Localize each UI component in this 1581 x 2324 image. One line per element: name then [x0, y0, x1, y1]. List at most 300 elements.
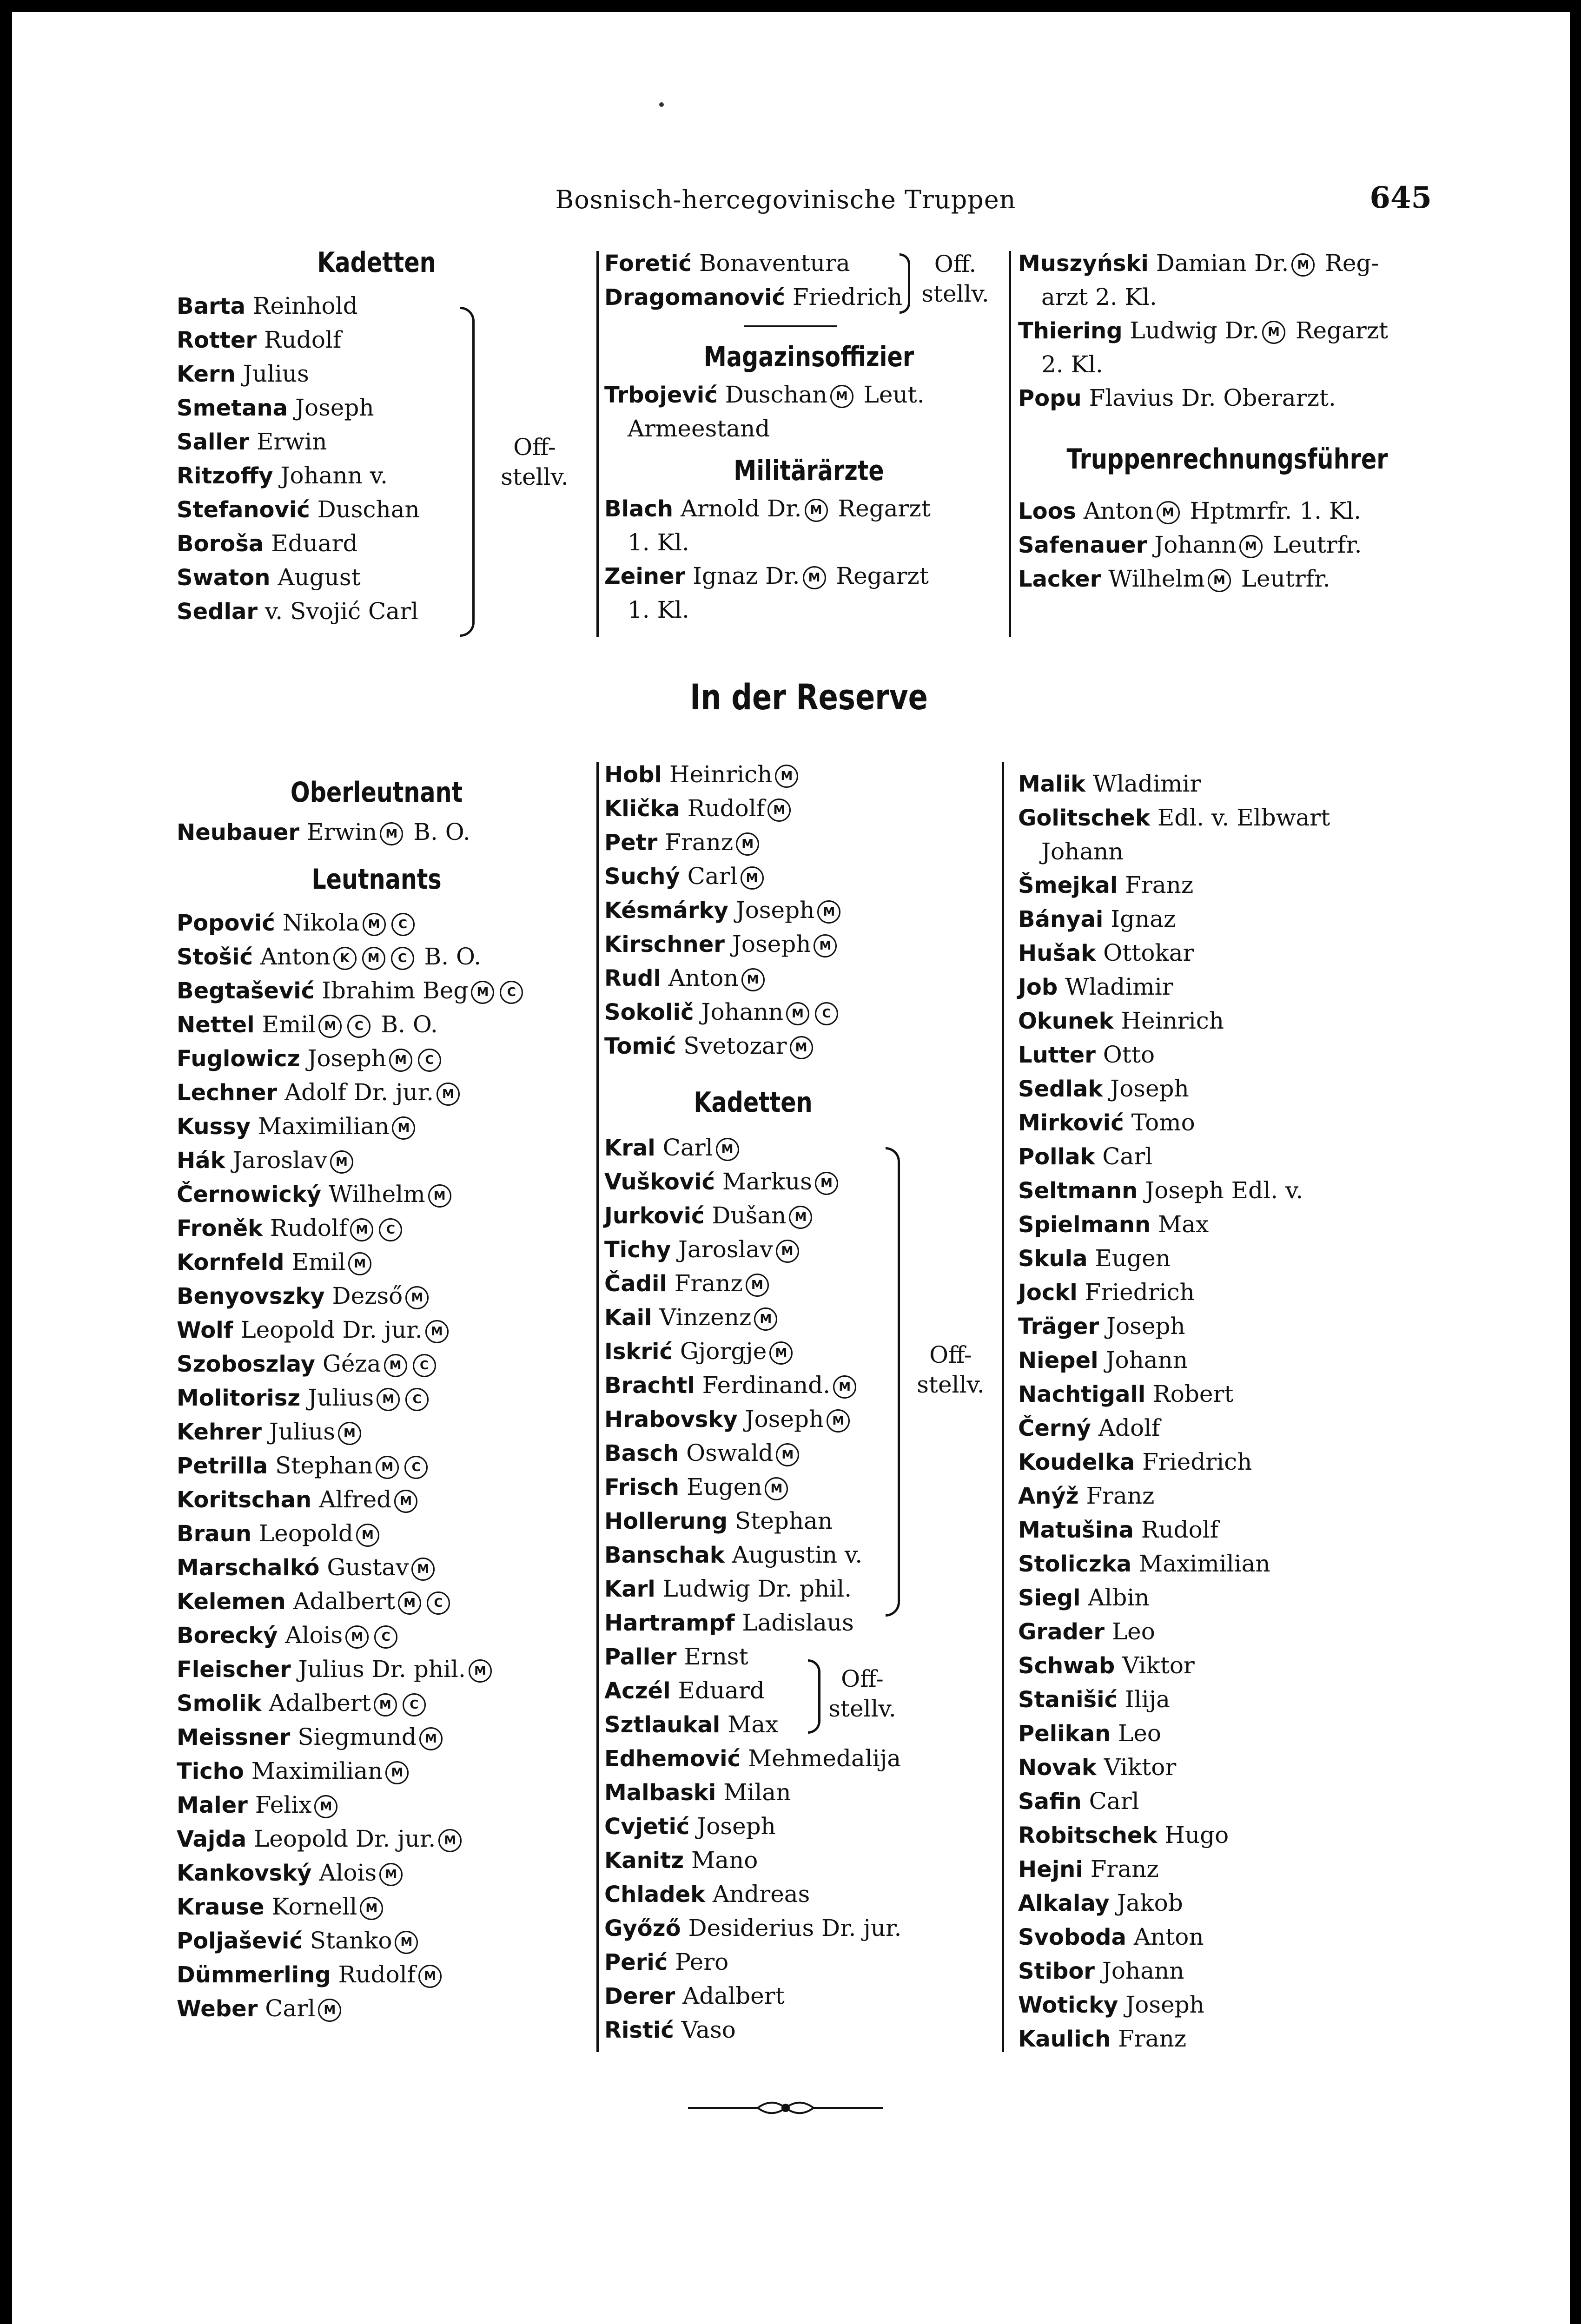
scan-speck	[659, 102, 664, 107]
list-entry	[177, 1822, 576, 1856]
entry-given-name: Emil	[262, 1011, 316, 1038]
entry-surname: Bányai	[1018, 906, 1104, 932]
entry-given-name: Eduard	[271, 530, 358, 557]
list-entry	[1018, 1683, 1436, 1717]
list-entry	[1018, 246, 1436, 280]
list-entry	[177, 1720, 576, 1754]
entry-surname: Chladek	[604, 1882, 706, 1908]
decoration-mark-icon: C	[418, 1049, 441, 1072]
list-entry	[177, 289, 576, 323]
entry-surname: Koudelka	[1018, 1449, 1135, 1475]
list-entry	[177, 1076, 576, 1109]
entry-surname: Koritschan	[177, 1487, 312, 1513]
list-entry	[177, 1211, 576, 1245]
entry-surname: Robitschek	[1018, 1822, 1158, 1849]
list-entry	[604, 593, 1013, 627]
entry-surname: Benyovszky	[177, 1283, 325, 1309]
entry-surname: Weber	[177, 1996, 258, 2022]
entry-surname: Karl	[604, 1576, 655, 1602]
entry-surname: Loos	[1018, 498, 1077, 524]
entry-rank-note: B. O.	[406, 819, 470, 845]
entry-given-name: Leo	[1118, 1720, 1161, 1747]
entry-given-name: Franz	[1118, 2025, 1187, 2052]
entry-surname: Woticky	[1018, 1992, 1118, 2018]
ornament-divider	[688, 2099, 883, 2117]
list-entry	[604, 1165, 1013, 1199]
entry-surname: Krause	[177, 1894, 265, 1920]
entry-given-name: Adolf	[1098, 1414, 1160, 1441]
list-entry	[177, 1958, 576, 1992]
entry-surname: Alkalay	[1018, 1890, 1110, 1916]
list-entry	[177, 1992, 576, 2026]
entry-given-name: Johann	[1102, 1957, 1184, 1984]
entry-surname: Nachtigall	[1018, 1381, 1146, 1407]
decoration-mark-icon: M	[377, 1388, 400, 1411]
decoration-mark-icon: M	[398, 1591, 421, 1615]
entry-surname: Muszyński	[1018, 251, 1149, 277]
entry-given-name: Erwin	[306, 819, 377, 845]
entry-given-name: Armeestand	[628, 415, 770, 442]
entry-given-name: Adalbert	[269, 1690, 371, 1717]
decoration-mark-icon: M	[384, 1354, 407, 1377]
entry-given-name: Rudolf	[1141, 1516, 1219, 1543]
heading-truppenrechnungsfuehrer: Truppenrechnungsführer	[1066, 443, 1388, 475]
entry-surname: Kussy	[177, 1114, 251, 1140]
list-entry	[1018, 2022, 1436, 2056]
entry-surname: Brachtl	[604, 1373, 695, 1399]
entry-surname: Hušak	[1018, 940, 1096, 966]
list-entry	[1018, 1750, 1436, 1784]
entry-surname: Hejni	[1018, 1856, 1083, 1882]
entry-given-name: Ferdinand.	[702, 1372, 831, 1399]
decoration-mark-icon: M	[362, 947, 385, 970]
entry-surname: Suchý	[604, 864, 680, 890]
decoration-mark-icon: M	[767, 799, 791, 822]
decoration-mark-icon: M	[814, 934, 837, 957]
list-entry	[604, 412, 1013, 445]
list-entry	[604, 995, 1013, 1029]
entry-surname: Froněk	[177, 1215, 263, 1241]
list-entry	[177, 493, 576, 527]
entry-surname: Ticho	[177, 1758, 244, 1784]
decoration-mark-icon: M	[746, 1274, 769, 1297]
entry-rank-note: Regarzt	[1288, 317, 1389, 344]
list-entry	[177, 1143, 576, 1177]
entry-given-name: v. Svojić Carl	[265, 598, 418, 625]
entry-given-name: August	[278, 564, 361, 591]
entry-given-name: Carl	[1102, 1143, 1153, 1170]
list-entry	[1018, 936, 1436, 970]
entry-surname: Banschak	[604, 1542, 725, 1568]
entry-surname: Seltmann	[1018, 1178, 1138, 1204]
list-entry	[1018, 314, 1436, 348]
list-entry	[604, 1029, 1013, 1063]
decoration-mark-icon: M	[360, 1897, 383, 1920]
entry-surname: Paller	[604, 1644, 677, 1670]
entry-given-name: Carl	[1089, 1788, 1139, 1815]
decoration-mark-icon: M	[389, 1049, 412, 1072]
list-entry	[1018, 1581, 1436, 1615]
entry-given-name: Ottokar	[1103, 939, 1194, 966]
list-entry	[604, 1776, 1013, 1809]
entry-surname: Késmárky	[604, 898, 728, 924]
entry-given-name: Stanko	[310, 1927, 392, 1954]
entry-surname: Jurković	[604, 1203, 705, 1229]
list-entry	[177, 1754, 576, 1788]
list-entry	[177, 1618, 576, 1652]
decoration-mark-icon: M	[379, 1863, 403, 1886]
entry-surname: Jockl	[1018, 1280, 1078, 1306]
entry-given-name: Eduard	[678, 1677, 765, 1704]
entry-given-name: Johann	[1154, 531, 1237, 558]
list-entry	[1018, 1174, 1436, 1208]
entry-given-name: Desiderius Dr. jur.	[688, 1915, 902, 1941]
entry-surname: Schwab	[1018, 1653, 1115, 1679]
decoration-mark-icon: M	[392, 1116, 415, 1140]
entry-given-name: Joseph	[697, 1813, 776, 1840]
entry-surname: Trbojević	[604, 382, 718, 408]
list-entry	[604, 927, 1013, 961]
list-entry	[604, 792, 1013, 825]
list-entry	[1018, 1784, 1436, 1818]
list-entry	[1018, 1513, 1436, 1547]
reserve-officers-list	[604, 758, 1013, 1063]
decoration-mark-icon: C	[427, 1591, 450, 1615]
list-entry	[177, 391, 576, 425]
entry-given-name: Adolf Dr. jur.	[284, 1079, 434, 1106]
entry-surname: Rotter	[177, 327, 257, 353]
entry-given-name: Heinrich	[1121, 1007, 1224, 1034]
list-entry	[1018, 1547, 1436, 1581]
entry-surname: Molitorisz	[177, 1385, 301, 1411]
entry-given-name: Gjorgje	[680, 1338, 767, 1365]
entry-given-name: Leopold Dr. jur.	[254, 1825, 436, 1852]
entry-given-name: Franz	[674, 1270, 743, 1297]
list-entry	[177, 1381, 576, 1415]
decoration-mark-icon: M	[376, 1456, 399, 1479]
decoration-mark-icon: M	[363, 913, 386, 936]
list-entry	[177, 1008, 576, 1042]
entry-given-name: Rudolf	[270, 1215, 348, 1241]
heading-magazinsoffizier: Magazinsoffizier	[703, 341, 914, 373]
list-entry	[177, 1856, 576, 1890]
entry-surname: Kehrer	[177, 1419, 262, 1445]
list-entry	[1018, 562, 1436, 596]
decoration-mark-icon: M	[405, 1286, 429, 1309]
list-entry	[604, 893, 1013, 927]
entry-surname: Tichy	[604, 1237, 671, 1263]
list-entry	[1018, 1140, 1436, 1174]
list-entry	[177, 1279, 576, 1313]
entry-given-name: Anton	[260, 943, 331, 970]
list-entry	[604, 1877, 1013, 1911]
list-entry	[1018, 1038, 1436, 1072]
reserve-col-2	[604, 758, 1013, 2047]
list-entry	[177, 323, 576, 357]
entry-given-name: Joseph	[307, 1045, 387, 1072]
entry-given-name: Franz	[1090, 1855, 1159, 1882]
entry-surname: Derer	[604, 1983, 675, 2009]
decoration-mark-icon: C	[500, 981, 523, 1004]
entry-given-name: Joseph Edl. v.	[1145, 1177, 1303, 1204]
entry-surname: Niepel	[1018, 1347, 1098, 1373]
list-entry	[604, 1267, 1013, 1301]
entry-given-name: Viktor	[1122, 1652, 1195, 1679]
list-entry	[177, 527, 576, 561]
decoration-mark-icon: C	[347, 1015, 370, 1038]
list-entry	[1018, 1615, 1436, 1649]
entry-surname: Braun	[177, 1521, 251, 1547]
list-entry	[1018, 1852, 1436, 1886]
decoration-mark-icon: M	[741, 866, 764, 890]
entry-surname: Stošić	[177, 944, 253, 970]
entry-given-name: Eugen	[686, 1473, 762, 1500]
entry-given-name: Franz	[665, 829, 734, 856]
entry-given-name: Vaso	[681, 2016, 736, 2043]
entry-surname: Fleischer	[177, 1657, 291, 1683]
decoration-mark-icon: M	[380, 822, 403, 845]
list-entry	[1018, 381, 1436, 415]
entry-given-name: Julius	[269, 1418, 335, 1445]
decoration-mark-icon: C	[374, 1625, 397, 1649]
entry-rank-note: B. O.	[417, 943, 481, 970]
entry-given-name: Augustin v.	[732, 1541, 863, 1568]
list-entry	[1018, 1920, 1436, 1954]
entry-surname: Sedlar	[177, 599, 258, 625]
entry-surname: Poljašević	[177, 1928, 303, 1954]
decoration-mark-icon: M	[741, 968, 765, 991]
entry-surname: Okunek	[1018, 1008, 1114, 1034]
decoration-mark-icon: M	[345, 1625, 369, 1649]
scan-border-right	[1570, 0, 1581, 2324]
entry-given-name: Mehmedalija	[748, 1745, 901, 1772]
decoration-mark-icon: M	[348, 1252, 371, 1275]
entry-given-name: Robert	[1153, 1380, 1234, 1407]
decoration-mark-icon: M	[790, 1036, 813, 1059]
entry-surname: Rudl	[604, 965, 661, 991]
entry-given-name: Damian Dr.	[1156, 250, 1289, 277]
decoration-mark-icon: M	[789, 1206, 812, 1229]
entry-given-name: Leopold Dr. jur.	[240, 1316, 423, 1343]
list-entry	[1018, 1988, 1436, 2022]
entry-surname: Iskrić	[604, 1339, 673, 1365]
entry-surname: Stoliczka	[1018, 1551, 1132, 1577]
entry-surname: Safin	[1018, 1789, 1082, 1815]
entry-surname: Pelikan	[1018, 1721, 1111, 1747]
list-entry	[604, 1470, 1013, 1504]
entry-surname: Siegl	[1018, 1585, 1081, 1611]
entry-surname: Stefanović	[177, 497, 310, 523]
leutnants-list	[177, 906, 576, 2026]
list-entry	[604, 1233, 1013, 1267]
decoration-mark-icon: C	[815, 1002, 838, 1025]
decoration-mark-icon: M	[754, 1307, 777, 1331]
entry-given-name: Carl	[265, 1995, 316, 2022]
entry-surname: Sedlak	[1018, 1076, 1103, 1102]
entry-surname: Kail	[604, 1305, 652, 1331]
list-entry	[177, 1517, 576, 1551]
entry-given-name: Milan	[723, 1779, 791, 1806]
entry-surname: Perić	[604, 1949, 668, 1975]
entry-surname: Kelemen	[177, 1589, 286, 1615]
decoration-mark-icon: C	[391, 913, 415, 936]
list-entry	[1018, 868, 1436, 902]
decoration-mark-icon: M	[438, 1829, 462, 1852]
decoration-mark-icon: M	[817, 900, 840, 924]
section-separator	[744, 325, 837, 327]
reserve-col-3	[1018, 767, 1436, 2056]
decoration-mark-icon: M	[418, 1965, 442, 1988]
list-entry	[1018, 1004, 1436, 1038]
entry-given-name: Edl. v. Elbwart	[1157, 804, 1330, 831]
list-entry	[177, 940, 576, 974]
list-entry	[1018, 1275, 1436, 1309]
list-entry	[177, 1449, 576, 1483]
list-entry	[177, 357, 576, 391]
list-entry	[604, 559, 1013, 593]
rechnungsfuehrer-list	[1018, 494, 1436, 596]
decoration-mark-icon: M	[776, 1443, 799, 1466]
list-entry	[177, 815, 576, 849]
brace-label-offstellv-reserve: Off- stellv.	[828, 1665, 896, 1722]
entry-given-name: Kornell	[271, 1893, 357, 1920]
entry-surname: Boroša	[177, 531, 264, 557]
entry-given-name: Johann	[1105, 1347, 1188, 1373]
entry-rank-note: Leutrfr.	[1265, 531, 1362, 558]
entry-surname: Tomić	[604, 1033, 676, 1059]
entry-surname: Čadil	[604, 1271, 667, 1297]
entry-given-name: Alfred	[319, 1486, 392, 1513]
entry-given-name: Wladimir	[1065, 973, 1173, 1000]
entry-given-name: Albin	[1088, 1584, 1150, 1611]
brace-kadetten-reserve	[886, 1147, 900, 1617]
decoration-mark-icon: M	[318, 1999, 341, 2022]
entry-surname: Matušina	[1018, 1517, 1134, 1543]
list-entry	[177, 906, 576, 940]
entry-surname: Hrabovsky	[604, 1406, 738, 1433]
list-entry	[1018, 1886, 1436, 1920]
entry-given-name: Johann v.	[280, 462, 388, 489]
list-entry	[1018, 1072, 1436, 1106]
entry-given-name: Franz	[1125, 872, 1194, 898]
entry-surname: Novak	[1018, 1755, 1097, 1781]
entry-given-name: Joseph	[1110, 1075, 1189, 1102]
decoration-mark-icon: C	[379, 1218, 402, 1241]
entry-surname: Popović	[177, 910, 275, 936]
entry-given-name: Duschan	[317, 496, 420, 523]
entry-rank-note: Regarzt	[830, 495, 931, 522]
entry-given-name: Ernst	[684, 1643, 748, 1670]
oberleutnant-list	[177, 815, 576, 849]
entry-surname: Sokolič	[604, 999, 694, 1025]
decoration-mark-icon: M	[374, 1693, 397, 1717]
list-entry	[604, 1809, 1013, 1843]
entry-surname: Ristić	[604, 2017, 674, 2043]
list-entry	[604, 1436, 1013, 1470]
list-entry	[177, 1924, 576, 1958]
list-entry	[604, 1843, 1013, 1877]
entry-rank-note: Regarzt	[828, 562, 929, 589]
heading-leutnants: Leutnants	[311, 863, 442, 896]
list-entry	[604, 1742, 1013, 1776]
entry-given-name: Joseph	[745, 1406, 824, 1433]
entry-given-name: Stephan	[734, 1507, 833, 1534]
entry-given-name: Maximilian	[258, 1113, 390, 1140]
heading-militaeraerzte: Militärärzte	[734, 455, 884, 487]
decoration-mark-icon: M	[350, 1218, 373, 1241]
brace-label-kadetten-reserve: Off- stellv.	[917, 1341, 985, 1398]
entry-given-name: Maximilian	[1139, 1550, 1270, 1577]
entry-surname: Cvjetić	[604, 1814, 690, 1840]
decoration-mark-icon: M	[776, 1240, 799, 1263]
entry-surname: Grader	[1018, 1619, 1105, 1645]
entry-surname: Vušković	[604, 1169, 715, 1195]
entry-given-name: Alois	[319, 1859, 377, 1886]
entry-surname: Wolf	[177, 1317, 233, 1343]
list-entry	[604, 1572, 1013, 1606]
column-rule-top-1	[596, 251, 599, 637]
list-entry	[604, 1131, 1013, 1165]
decoration-mark-icon: M	[827, 1409, 850, 1433]
list-entry	[1018, 348, 1436, 381]
entry-surname: Petr	[604, 830, 658, 856]
entry-given-name: Ignaz Dr.	[693, 562, 800, 589]
entry-given-name: Flavius Dr. Oberarzt.	[1089, 384, 1336, 411]
entry-given-name: Reinhold	[252, 292, 358, 319]
reserve-col-1	[177, 772, 576, 2026]
decoration-mark-icon: M	[736, 832, 759, 856]
scan-border-top	[0, 0, 1581, 12]
list-entry	[177, 1551, 576, 1585]
entry-given-name: Julius	[243, 360, 309, 387]
entry-given-name: Gustav	[327, 1554, 409, 1581]
entry-surname: Foretić	[604, 251, 692, 277]
entry-given-name: Wilhelm	[328, 1181, 425, 1208]
decoration-mark-icon: M	[716, 1138, 739, 1161]
list-entry	[1018, 1479, 1436, 1513]
entry-rank-note: Reg-	[1317, 250, 1379, 277]
entry-surname: Nettel	[177, 1012, 255, 1038]
decoration-mark-icon: M	[314, 1795, 337, 1818]
list-entry	[177, 1890, 576, 1924]
list-entry	[1018, 1106, 1436, 1140]
entry-surname: Popu	[1018, 385, 1082, 411]
entry-surname: Kral	[604, 1135, 655, 1161]
decoration-mark-icon: M	[1157, 501, 1180, 524]
decoration-mark-icon: M	[428, 1184, 451, 1208]
entry-surname: Basch	[604, 1440, 679, 1466]
heading-kadetten-reserve: Kadetten	[694, 1086, 813, 1119]
list-entry	[177, 1652, 576, 1686]
list-entry	[1018, 1309, 1436, 1343]
list-entry	[177, 1686, 576, 1720]
list-entry	[604, 1606, 1013, 1640]
entry-surname: Neubauer	[177, 819, 300, 845]
entry-surname: Kirschner	[604, 931, 725, 957]
entry-given-name: Nikola	[282, 909, 360, 936]
entry-surname: Hartrampf	[604, 1610, 735, 1636]
entry-surname: Mirković	[1018, 1110, 1124, 1136]
decoration-mark-icon: M	[769, 1341, 793, 1365]
list-entry	[604, 1199, 1013, 1233]
entry-surname: Zeiner	[604, 563, 686, 589]
entry-surname: Anýž	[1018, 1483, 1079, 1509]
entry-given-name: Joseph	[732, 931, 811, 957]
list-entry	[177, 974, 576, 1008]
entry-surname: Skula	[1018, 1246, 1088, 1272]
list-entry	[177, 594, 576, 628]
entry-given-name: Rudolf	[338, 1961, 416, 1988]
